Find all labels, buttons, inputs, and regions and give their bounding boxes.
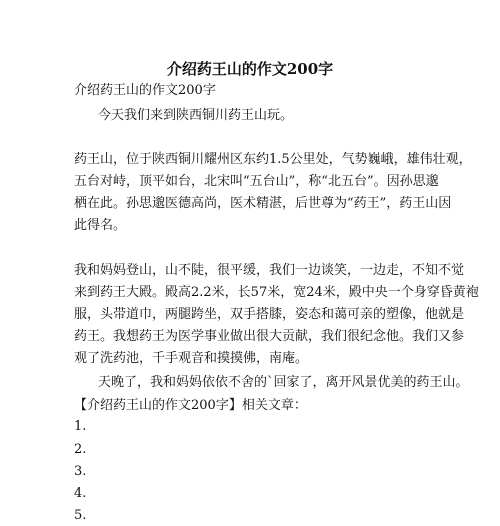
paragraph-2-line-3: 栖在此。孙思邈医德高尚，医术精湛，后世尊为“药王”，药王山因	[74, 196, 452, 211]
related-item-1[interactable]: 1.	[74, 419, 87, 434]
related-item-5[interactable]: 5.	[74, 508, 87, 523]
paragraph-2-line-2: 五台对峙，顶平如台，北宋叫“五台山”，称“北五台”。因孙思邈	[74, 174, 439, 189]
paragraph-3-line-3: 服，头带道巾，两腿跨坐，双手搭膝，姿态和蔼可亲的塑像，他就是	[74, 307, 465, 322]
paragraph-3-line-2: 来到药王大殿。殿高2.2米，长57米，宽24米，殿中央一个身穿昏黄袍	[74, 285, 479, 300]
paragraph-3-line-1: 我和妈妈登山，山不陡，很平缓，我们一边谈笑，一边走，不知不觉	[74, 263, 465, 278]
closing-paragraph: 天晚了，我和妈妈依依不舍的`回家了，离开风景优美的药王山。	[98, 375, 469, 390]
page-title: 介绍药王山的作文200字	[166, 60, 334, 78]
subtitle: 介绍药王山的作文200字	[74, 83, 216, 98]
related-item-4[interactable]: 4.	[74, 486, 87, 501]
paragraph-2-line-4: 此得名。	[74, 218, 127, 233]
related-item-3[interactable]: 3.	[74, 464, 87, 479]
related-articles-heading: 【介绍药王山的作文200字】相关文章：	[74, 398, 307, 413]
intro-paragraph: 今天我们来到陕西铜川药王山玩。	[98, 108, 294, 123]
paragraph-2-line-1: 药王山，位于陕西铜川耀州区东约1.5公里处，气势巍峨，雄伟壮观，	[74, 152, 472, 167]
paragraph-3-line-4: 药王。我想药王为医学事业做出很大贡献，我们很纪念他。我们又参	[74, 329, 465, 344]
paragraph-3-line-5: 观了洗药池，千手观音和摸摸佛，南庵。	[74, 351, 309, 366]
related-item-2[interactable]: 2.	[74, 442, 87, 457]
